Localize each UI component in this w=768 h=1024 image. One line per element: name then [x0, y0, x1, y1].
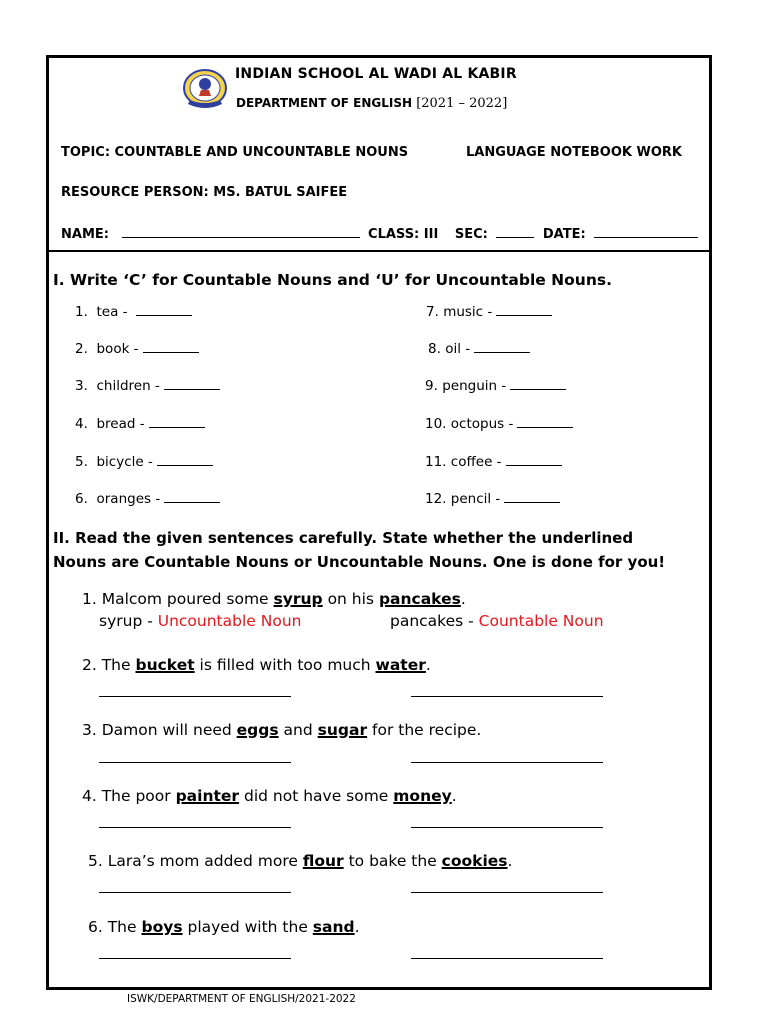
underlined-noun: boys [141, 918, 183, 936]
answer-blank[interactable] [496, 303, 552, 316]
answer-blank[interactable] [143, 340, 199, 353]
answer-blank[interactable] [149, 415, 205, 428]
name-blank[interactable] [122, 225, 360, 238]
sec-blank[interactable] [496, 225, 534, 238]
list-item: 6. oranges - [75, 490, 220, 507]
answer-line[interactable] [411, 892, 603, 893]
sentence-3: 3. Damon will need eggs and sugar for the recipe. [82, 721, 482, 739]
answer-line[interactable] [99, 892, 291, 893]
date-blank[interactable] [594, 225, 698, 238]
department-name: DEPARTMENT OF ENGLISH [236, 96, 413, 110]
list-item: 4. bread - [75, 415, 205, 432]
list-item: 8. oil - [428, 340, 530, 357]
list-item: 7. music - [426, 303, 552, 320]
example-right: pancakes - Countable Noun [390, 612, 604, 630]
topic-label: TOPIC: COUNTABLE AND UNCOUNTABLE NOUNS [61, 145, 409, 160]
department-line [236, 96, 507, 111]
list-item: 3. children - [75, 377, 220, 394]
list-item: 2. book - [75, 340, 199, 357]
answer-blank[interactable] [136, 303, 192, 316]
example-answer: Countable Noun [478, 612, 604, 630]
answer-line[interactable] [411, 762, 603, 763]
student-info-row [61, 225, 701, 242]
date-label: DATE: [542, 227, 586, 242]
department-year: [2021 – 2022] [416, 96, 508, 111]
underlined-noun: sand [312, 918, 355, 936]
section1-title: I. Write ‘C’ for Countable Nouns and ‘U’ for Uncountable Nouns. [53, 271, 612, 289]
list-item: 1. tea - [75, 303, 192, 320]
answer-line[interactable] [411, 958, 603, 959]
answer-blank[interactable] [157, 453, 213, 466]
answer-line[interactable] [99, 762, 291, 763]
sentence-4: 4. The poor painter did not have some money. [82, 787, 457, 805]
underlined-noun: bucket [135, 656, 195, 674]
sec-label: SEC: [454, 227, 488, 242]
header-box [49, 58, 709, 252]
answer-line[interactable] [99, 696, 291, 697]
underlined-noun: painter [175, 787, 240, 805]
underlined-noun: sugar [317, 721, 368, 739]
section2-title-line2: Nouns are Countable Nouns or Uncountable Nouns. One is done for you! [53, 553, 666, 571]
answer-blank[interactable] [474, 340, 530, 353]
answer-line[interactable] [411, 696, 603, 697]
page-footer: ISWK/DEPARTMENT OF ENGLISH/2021-2022 [127, 993, 356, 1005]
sentence-1: 1. Malcom poured some syrup on his pancakes. [82, 590, 466, 608]
answer-line[interactable] [99, 958, 291, 959]
sentence-5: 5. Lara’s mom added more flour to bake the cookies. [88, 852, 513, 870]
underlined-noun: eggs [236, 721, 279, 739]
worksheet-frame [46, 55, 712, 990]
underlined-noun: flour [302, 852, 344, 870]
resource-person-label: RESOURCE PERSON: MS. BATUL SAIFEE [61, 185, 348, 200]
list-item: 12. pencil - [425, 490, 560, 507]
school-crest-icon [182, 66, 228, 112]
answer-blank[interactable] [510, 377, 566, 390]
example-left: syrup - Uncountable Noun [99, 612, 302, 630]
underlined-noun: pancakes [378, 590, 461, 608]
answer-blank[interactable] [517, 415, 573, 428]
list-item: 5. bicycle - [75, 453, 213, 470]
list-item: 11. coffee - [425, 453, 562, 470]
answer-blank[interactable] [164, 377, 220, 390]
answer-blank[interactable] [164, 490, 220, 503]
class-label: CLASS: III [368, 227, 439, 242]
answer-line[interactable] [411, 827, 603, 828]
section2-title [53, 526, 665, 574]
work-type-label: LANGUAGE NOTEBOOK WORK [466, 145, 682, 160]
section2-title-line1: II. Read the given sentences carefully. State whether the underlined [53, 529, 634, 547]
list-item: 9. penguin - [425, 377, 566, 394]
underlined-noun: water [375, 656, 426, 674]
list-item: 10. octopus - [425, 415, 573, 432]
underlined-noun: syrup [273, 590, 323, 608]
answer-blank[interactable] [504, 490, 560, 503]
answer-blank[interactable] [506, 453, 562, 466]
sentence-6: 6. The boys played with the sand. [88, 918, 360, 936]
example-answer: Uncountable Noun [157, 612, 302, 630]
school-name: INDIAN SCHOOL AL WADI AL KABIR [235, 66, 517, 82]
underlined-noun: cookies [441, 852, 508, 870]
answer-line[interactable] [99, 827, 291, 828]
underlined-noun: money [393, 787, 452, 805]
sentence-2: 2. The bucket is filled with too much water. [82, 656, 431, 674]
name-label: NAME: [61, 227, 109, 242]
